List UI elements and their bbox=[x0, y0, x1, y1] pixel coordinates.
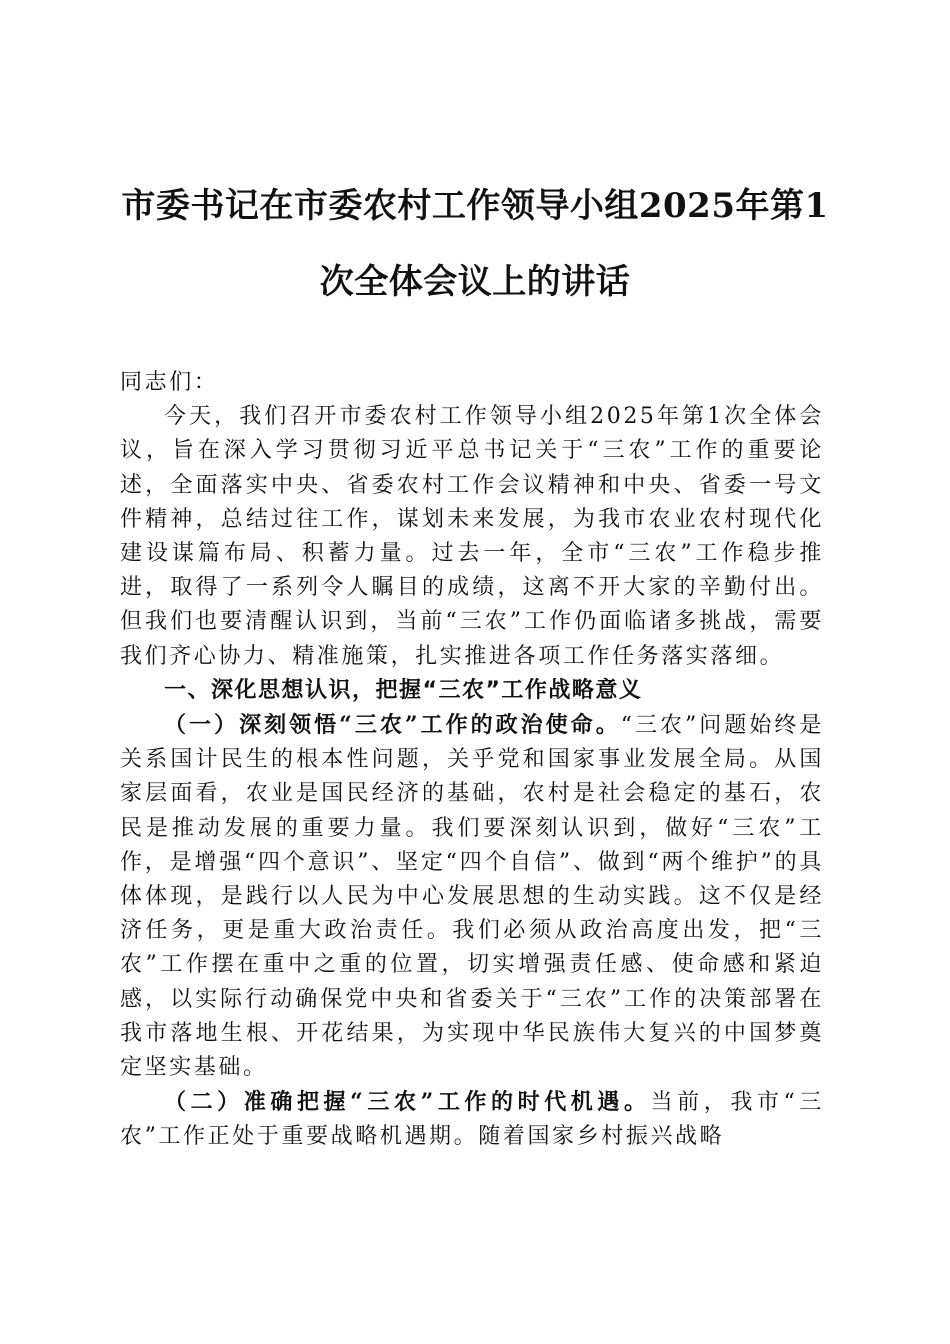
subsection-paragraph-2 bbox=[120, 1085, 824, 1154]
section-heading-1: 一、深化思想认识，把握“三农”工作战略意义 bbox=[164, 677, 643, 703]
salutation: 同志们： bbox=[120, 370, 219, 395]
subsection-lead-1: （一）深刻领悟“三农”工作的政治使命。 bbox=[164, 712, 621, 739]
subsection-text-2: 当前，我市“三农”工作正处于重要战略机遇期。随着国家乡村振兴战略 bbox=[120, 1090, 825, 1150]
subsection-text-1: “三农”问题始终是关系国计民生的根本性问题，关乎党和国家事业发展全局。从国家层面看，农业是国民经济的基础，农村是社会稳定的基石，农民是推动发展的重要力量。我们要深刻认识到，做好“三农”工作，是增强“四个意识”、坚定“四个自信”、做到“两个维护”的具体体现，是践行以人民为中心发展思想的生动实践。这不仅是经济任务，更是重大政治责任。我们必须从政治高度出发，把“三农”工作摆在重中之重的位置，切实增强责任感、使命感和紧迫感，以实际行动确保党中央和省委关于“三农”工作的决策部署在我市落地生根、开花结果，为实现中华民族伟大复兴的中国梦奠定坚实基础。 bbox=[120, 713, 824, 1081]
document-title: 市委书记在市委农村工作领导小组2025年第1次全体会议上的讲话 bbox=[121, 186, 829, 302]
document-body bbox=[120, 366, 824, 1155]
subsection-lead-2: （二）准确把握“三农”工作的时代机遇。 bbox=[164, 1089, 651, 1116]
subsection-paragraph-1 bbox=[120, 708, 824, 1085]
intro-paragraph: 今天，我们召开市委农村工作领导小组2025年第1次全体会议，旨在深入学习贯彻习近平总书记关于“三农”工作的重要论述，全面落实中央、省委农村工作会议精神和中央、省委一号文件精神，总结过往工作，谋划未来发展，为我市农业农村现代化建设谋篇布局、积蓄力量。过去一年，全市“三农”工作稳步推进，取得了一系列令人瞩目的成绩，这离不开大家的辛勤付出。但我们也要清醒认识到，当前“三农”工作仍面临诸多挑战，需要我们齐心协力、精准施策，扎实推进各项工作任务落实落细。 bbox=[120, 404, 824, 669]
